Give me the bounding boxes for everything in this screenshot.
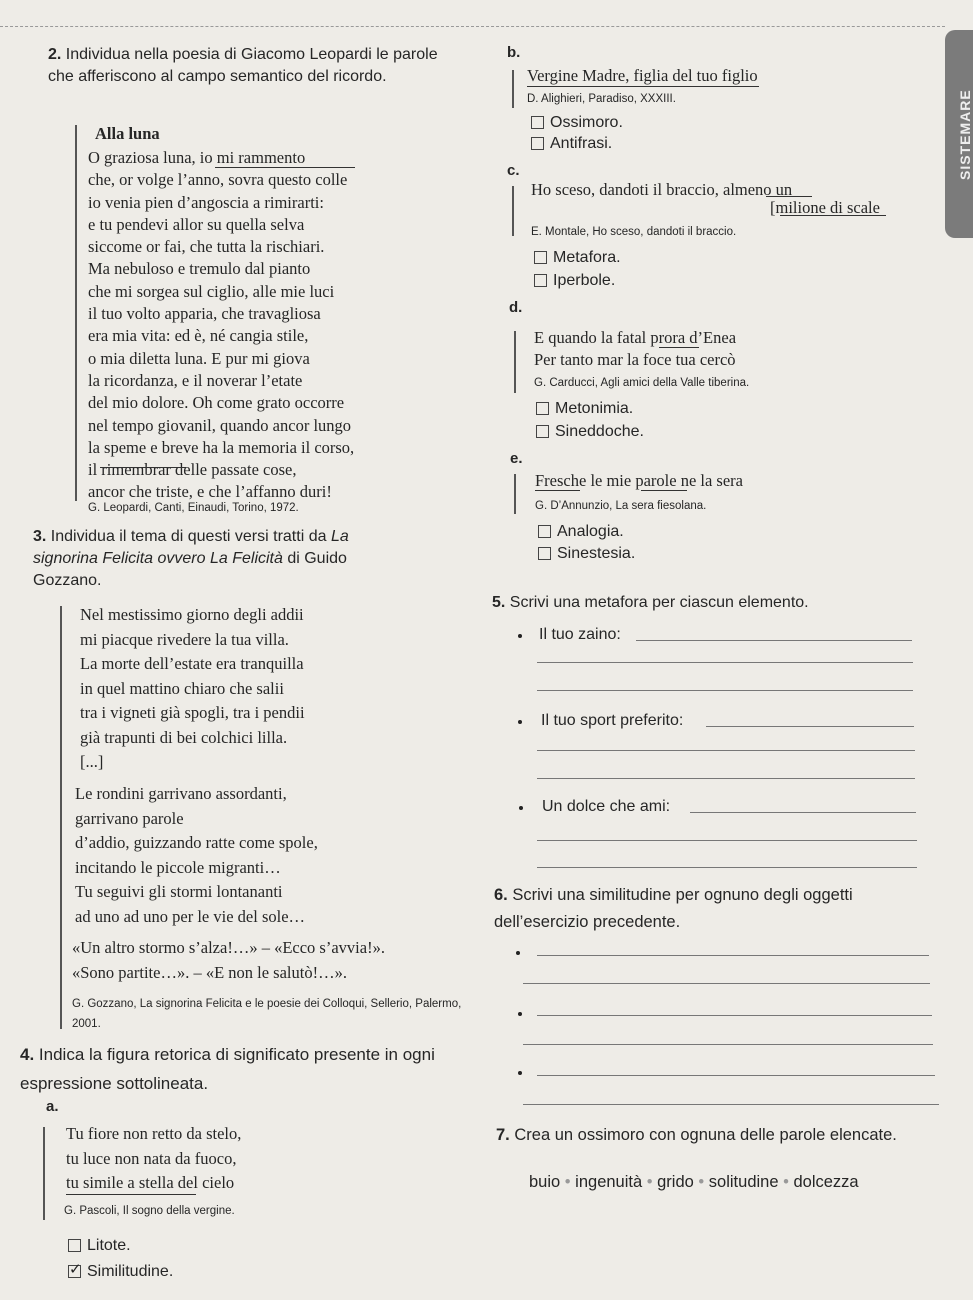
q4-e-option-2[interactable] <box>538 545 635 563</box>
option-label: Sinestesia. <box>557 545 636 562</box>
poem-line <box>88 192 354 214</box>
pen-underline <box>100 467 186 468</box>
poem-line <box>88 147 354 169</box>
q3-s1-line-4: in quel mattino chiaro che salii <box>80 678 284 698</box>
q2-line-12: del mio dolore. Oh come grato occorre <box>88 393 345 413</box>
q2-number: 2. <box>48 46 62 63</box>
option-label: Metafora. <box>553 249 621 266</box>
checkbox[interactable] <box>68 1239 81 1252</box>
q4-a-line-3: tu simile a stella del cielo <box>66 1173 235 1192</box>
poem-line <box>72 961 385 986</box>
pen-underline <box>66 1194 196 1195</box>
answer-line[interactable] <box>537 1015 932 1016</box>
q3-s1-line-2: mi piacque rivedere la tua villa. <box>80 629 289 649</box>
q3-s1-line-3: La morte dell’estate era tranquilla <box>80 654 304 673</box>
q3-number: 3. <box>33 528 47 545</box>
q3-s2-line-5: Tu seguivi gli stormi lontananti <box>75 882 283 901</box>
pen-underline <box>766 196 812 197</box>
q4-a-quote <box>66 1122 241 1196</box>
q3-s1-line-7: [...] <box>80 752 104 771</box>
answer-line[interactable] <box>523 983 930 984</box>
q2-line-11: la ricordanza, e il noverar l’etate <box>88 370 303 390</box>
q3-stanza-2 <box>75 782 318 929</box>
poem-line <box>75 880 318 905</box>
q3-s2-line-1: Le rondini garrivano assordanti, <box>75 784 287 803</box>
checkbox[interactable] <box>534 251 547 264</box>
side-tab-label: SISTEMARE <box>957 89 973 180</box>
poem-line <box>88 370 354 392</box>
poem-line <box>88 481 354 503</box>
q4-d-bar <box>514 331 516 393</box>
option-label: Analogia. <box>557 523 624 540</box>
q4-number: 4. <box>20 1045 35 1064</box>
q3-s2-line-2: garrivano parole <box>75 808 184 828</box>
q4-e-option-1[interactable] <box>538 523 624 541</box>
q2-line-2: che, or volge l’anno, sovra questo colle <box>88 170 348 190</box>
q3-s1-line-1: Nel mestissimo giorno degli addii <box>80 605 304 624</box>
q2-line-16: ancor che triste, e che l’affanno duri! <box>88 482 332 502</box>
q7-separator: • <box>646 1173 653 1191</box>
answer-line[interactable] <box>537 690 913 691</box>
poem-line <box>75 905 318 930</box>
q7-number: 7. <box>496 1126 510 1144</box>
poem-line <box>80 750 305 775</box>
bullet <box>516 951 520 955</box>
pen-underline <box>215 167 355 168</box>
q2-line-6: Ma nebuloso e tremulo dal pianto <box>88 259 311 279</box>
q6-number: 6. <box>494 886 508 904</box>
q7-separator: • <box>698 1173 705 1191</box>
q7-word-list <box>529 1173 859 1192</box>
answer-line[interactable] <box>537 750 915 751</box>
q2-poem-title: Alla luna <box>95 124 160 143</box>
q4-a-line-2: tu luce non nata da fuoco, <box>66 1148 237 1168</box>
q3-stanza-1 <box>80 603 305 775</box>
q5-item-2-label: Il tuo sport preferito: <box>541 712 684 729</box>
q4-d-line-2: Per tanto mar la foce tua cercò <box>534 350 736 369</box>
pen-underline <box>535 490 580 491</box>
q2-text: Individua nella poesia di Giacomo Leopardi le parole che afferiscono al campo semantico del ricordo. <box>48 46 438 85</box>
poem-line <box>75 856 318 881</box>
answer-line[interactable] <box>537 1075 935 1076</box>
poem-line <box>88 303 354 325</box>
q7-word: solitudine <box>708 1173 779 1191</box>
q3-stanza-3 <box>72 936 385 985</box>
q4-d-option-1[interactable] <box>536 400 633 418</box>
option-label: Metonimia. <box>555 400 634 417</box>
answer-line[interactable] <box>523 1044 933 1045</box>
q4-c-option-2[interactable] <box>534 272 615 290</box>
q2-line-3: io venia pien d’angoscia a rimirarti: <box>88 192 324 212</box>
q3-text-italic: La signorina Felicita ovvero La Felicità <box>33 528 349 567</box>
checkbox-checked[interactable] <box>68 1261 82 1278</box>
q4-c-source: E. Montale, Ho sceso, dandoti il braccio. <box>531 226 737 238</box>
q2-line-10: o mia diletta luna. E pur mi giova <box>88 348 310 368</box>
poem-line <box>80 726 305 751</box>
q4-e-bar <box>514 474 516 514</box>
q4-d-option-2[interactable] <box>536 423 644 441</box>
checkbox[interactable] <box>534 274 547 287</box>
q4-b-option-2[interactable] <box>531 135 612 153</box>
poem-line <box>88 281 354 303</box>
q4-b-option-1[interactable] <box>531 114 623 132</box>
poem-line <box>66 1122 241 1147</box>
poem-line <box>88 325 354 347</box>
q4-e-source: G. D’Annunzio, La sera fiesolana. <box>535 500 707 512</box>
poem-line <box>66 1171 241 1196</box>
q2-line-4: e tu pendevi allor su quella selva <box>88 214 305 234</box>
q2-line-9: era mia vita: ed è, né cangia stile, <box>88 326 309 346</box>
q3-s3-line-1: «Un altro stormo s’alza!…» – «Ecco s’avvia!». <box>72 938 385 957</box>
q5-number: 5. <box>492 594 506 611</box>
q4-c-option-1[interactable] <box>534 249 621 267</box>
checkbox[interactable] <box>538 525 551 538</box>
q4-e-letter: e. <box>510 450 523 467</box>
q4-b-bar <box>512 70 514 108</box>
q7-separator: • <box>783 1173 789 1191</box>
poem-line <box>75 807 318 832</box>
q2-prompt <box>48 44 448 88</box>
poem-line <box>88 214 354 236</box>
q3-source: G. Gozzano, La signorina Felicita e le poesie dei Colloqui, Sellerio, Palermo, 2001. <box>72 998 462 1030</box>
q7-text: Crea un ossimoro con ognuna delle parole elencate. <box>514 1126 897 1144</box>
answer-line[interactable] <box>537 840 917 841</box>
side-tab <box>945 30 973 238</box>
q3-prompt <box>33 526 413 592</box>
q7-word: grido <box>657 1173 694 1191</box>
poem-line <box>88 236 354 258</box>
option-label: Antifrasi. <box>550 135 613 152</box>
q3-s3-line-2: «Sono partite…». – «E non le salutò!…». <box>72 962 347 982</box>
q5-text: Scrivi una metafora per ciascun elemento. <box>509 594 809 611</box>
poem-line <box>88 258 354 280</box>
q5-prompt <box>492 592 932 614</box>
answer-line[interactable] <box>690 812 916 813</box>
answer-line[interactable] <box>537 867 917 868</box>
q4-a-line-1: Tu fiore non retto da stelo, <box>66 1124 242 1143</box>
q4-c-bar <box>512 186 514 236</box>
pen-underline <box>527 86 759 87</box>
q4-b-line-1: Vergine Madre, figlia del tuo figlio <box>527 66 758 85</box>
q5-item-1-label: Il tuo zaino: <box>539 626 621 643</box>
poem-line <box>75 782 318 807</box>
q2-poem <box>88 147 354 504</box>
checkbox[interactable] <box>536 425 549 438</box>
bullet <box>518 634 522 638</box>
top-dashed-border <box>0 26 945 27</box>
poem-line <box>80 628 305 653</box>
q3-text-b: di Guido Gozzano. <box>33 550 347 589</box>
q6-prompt <box>494 882 924 936</box>
poem-line <box>88 348 354 370</box>
bullet <box>518 1012 522 1016</box>
q4-a-bar <box>43 1127 45 1220</box>
q2-line-8: il tuo volto apparia, che travagliosa <box>88 304 321 324</box>
q2-line-14: la speme e breve ha la memoria il corso, <box>88 437 355 457</box>
q4-a-option-2[interactable] <box>68 1263 173 1281</box>
q3-s2-line-6: ad uno ad uno per le vie del sole… <box>75 906 306 926</box>
poem-line <box>80 603 305 628</box>
q4-a-option-1[interactable] <box>68 1237 131 1255</box>
q4-prompt <box>20 1040 460 1098</box>
q2-source: G. Leopardi, Canti, Einaudi, Torino, 1972. <box>88 502 299 514</box>
option-label: Litote. <box>87 1237 131 1254</box>
q2-line-13: nel tempo giovanil, quando ancor lungo <box>88 415 352 435</box>
q2-line-1: O graziosa luna, io mi rammento <box>88 148 306 167</box>
q7-prompt <box>496 1121 916 1149</box>
poem-line <box>72 936 385 961</box>
q4-c-line-2: [milione di scale <box>770 198 880 217</box>
pen-underline <box>659 347 699 348</box>
poem-line <box>75 831 318 856</box>
q4-text: Indica la figura retorica di significato presente in ogni espressione sottolineata. <box>20 1045 435 1093</box>
q2-line-5: siccome or fai, che tutta la rischiari. <box>88 237 325 257</box>
poem-line <box>80 652 305 677</box>
q3-s1-line-5: tra i vigneti già spogli, tra i pendii <box>80 703 305 722</box>
checkbox[interactable] <box>531 137 544 150</box>
q4-e-line-1: Fresche le mie parole ne la sera <box>535 471 743 490</box>
poem-line <box>88 392 354 414</box>
q4-b-source: D. Alighieri, Paradiso, XXXIII. <box>527 93 676 105</box>
q2-poem-bar <box>75 125 77 501</box>
q4-a-letter: a. <box>46 1098 59 1115</box>
answer-line[interactable] <box>537 955 929 956</box>
q2-line-7: che mi sorgea sul ciglio, alle mie luci <box>88 281 335 301</box>
faded-header-watermark <box>600 34 900 64</box>
pen-underline <box>641 490 687 491</box>
bullet <box>518 1071 522 1075</box>
q5-item-3-label: Un dolce che ami: <box>542 798 671 815</box>
q2-line-15: il rimembrar delle passate cose, <box>88 460 297 480</box>
answer-line[interactable] <box>706 726 914 727</box>
q3-s2-line-4: incitando le piccole migranti… <box>75 857 281 877</box>
q3-s2-line-3: d’addio, guizzando ratte come spole, <box>75 833 318 852</box>
q7-word: buio <box>529 1173 561 1191</box>
check-mark-icon: ✓ <box>69 1261 82 1278</box>
q4-c-letter: c. <box>507 162 520 179</box>
checkbox[interactable] <box>531 116 544 129</box>
q7-separator: • <box>564 1173 571 1191</box>
bullet <box>518 720 522 724</box>
q4-c-line-1: Ho sceso, dandoti il braccio, almeno un <box>531 180 793 199</box>
poem-line <box>88 459 354 481</box>
poem-line <box>80 701 305 726</box>
poem-line <box>88 169 354 191</box>
checkbox[interactable] <box>538 547 551 560</box>
q3-text-a: Individua il tema di questi versi tratti da <box>50 528 331 545</box>
answer-line[interactable] <box>636 640 912 641</box>
q4-b-letter: b. <box>507 44 521 61</box>
answer-line[interactable] <box>537 662 913 663</box>
answer-line[interactable] <box>523 1104 939 1105</box>
q4-a-source: G. Pascoli, Il sogno della vergine. <box>64 1205 235 1217</box>
option-label: Ossimoro. <box>550 114 623 131</box>
pen-underline <box>780 215 886 216</box>
poem-line <box>88 437 354 459</box>
q7-word: dolcezza <box>793 1173 859 1191</box>
option-label: Similitudine. <box>87 1263 174 1280</box>
bullet <box>519 806 523 810</box>
q4-d-line-1: E quando la fatal prora d’Enea <box>534 328 737 347</box>
q6-text: Scrivi una similitudine per ognuno degli oggetti dell’esercizio precedente. <box>494 886 853 931</box>
q3-poem-bar <box>60 606 62 1029</box>
poem-line <box>80 677 305 702</box>
checkbox[interactable] <box>536 402 549 415</box>
answer-line[interactable] <box>537 778 915 779</box>
option-label: Sineddoche. <box>555 423 644 440</box>
q3-s1-line-6: già trapunti di bei colchici lilla. <box>80 727 288 747</box>
poem-line <box>66 1147 241 1172</box>
option-label: Iperbole. <box>553 272 616 289</box>
q4-d-source: G. Carducci, Agli amici della Valle tiberina. <box>534 377 750 389</box>
q4-d-letter: d. <box>509 299 523 316</box>
q7-word: ingenuità <box>575 1173 643 1191</box>
poem-line <box>88 415 354 437</box>
